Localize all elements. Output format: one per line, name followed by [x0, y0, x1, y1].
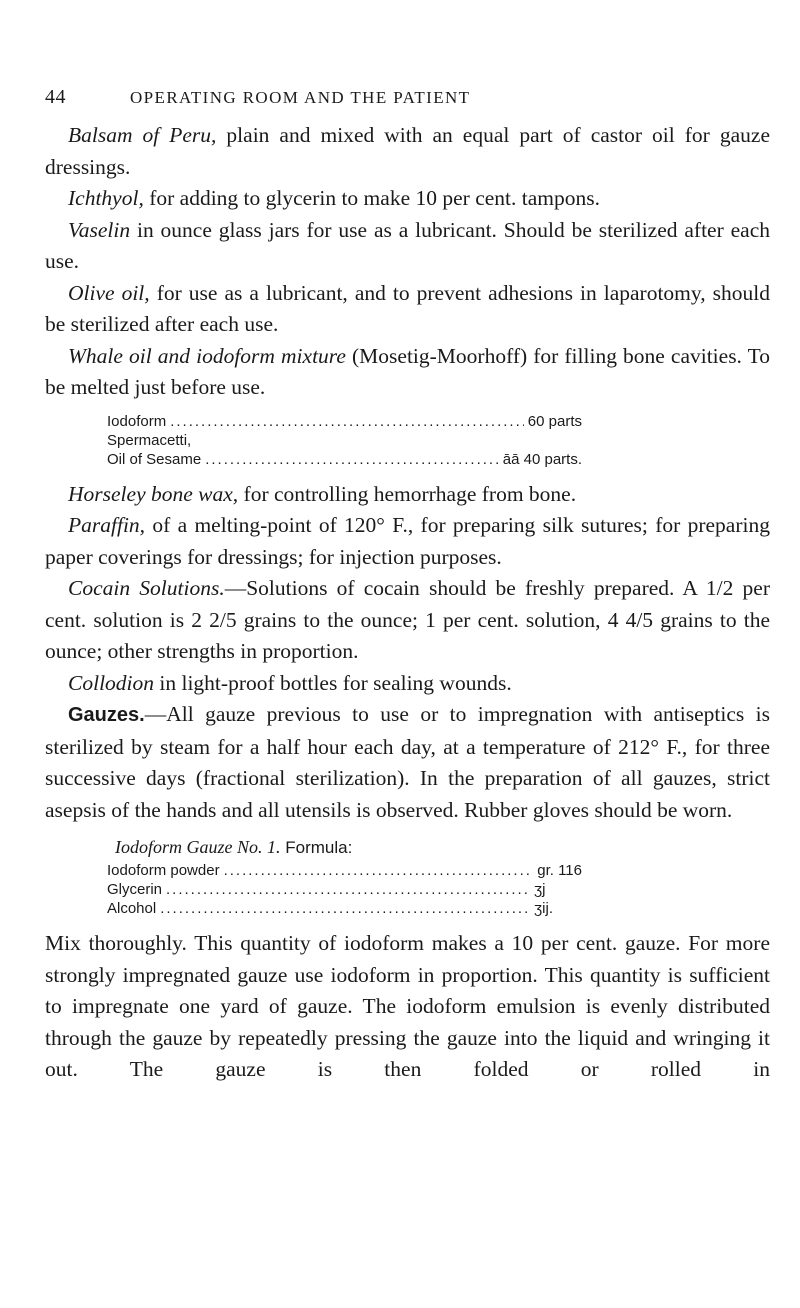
term-cocain: Cocain Solutions. — [68, 576, 225, 600]
formula-row — [107, 899, 582, 918]
term-ichthyol: Ichthyol, — [68, 186, 144, 210]
text-vaselin: in ounce glass jars for use as a lubricant. Should be sterilized after each use. — [45, 217, 770, 273]
formula-ingredient: Iodoform — [107, 412, 167, 430]
formula-amount: ʒj — [534, 881, 546, 898]
formula-ingredient: Glycerin — [107, 881, 163, 898]
paragraph-horseley-wax — [45, 479, 770, 511]
formula-amount: āā 40 parts. — [502, 450, 582, 468]
text-collodion: in light-proof bottles for sealing wounds. — [154, 670, 512, 695]
paragraph-whale-oil — [45, 341, 770, 404]
formula-row — [107, 880, 582, 899]
paragraph-balsam — [45, 120, 770, 183]
formula-amount: 60 parts — [527, 412, 582, 430]
leader-dots — [224, 861, 534, 880]
formula-ingredient: Iodoform powder — [107, 862, 220, 879]
term-horseley-wax: Horseley bone wax, — [68, 481, 239, 506]
page-header — [45, 86, 770, 110]
paragraph-ichthyol — [45, 183, 770, 215]
leader-dots — [160, 899, 530, 918]
formula-ingredient: Oil of Sesame — [107, 450, 202, 468]
formula-amount: ʒij. — [534, 900, 554, 917]
paragraph-vaselin — [45, 215, 770, 278]
formula-amount: gr. 116 — [537, 862, 582, 879]
text-whale-oil: (Mosetig-Moorhoff) for filling bone cavities. To be melted just before use. — [45, 343, 771, 399]
formula-title-italic: Iodoform Gauze No. 1. — [115, 837, 281, 857]
leader-dots — [205, 450, 499, 469]
term-vaselin: Vaselin — [68, 217, 131, 242]
paragraph-gauzes — [45, 699, 770, 826]
leader-dots — [170, 412, 524, 431]
term-gauzes: Gauzes. — [68, 704, 145, 726]
paragraph-collodion — [45, 668, 770, 700]
formula-row — [107, 412, 582, 431]
text-ichthyol: for adding to glycerin to make 10 per cent. tampons. — [143, 186, 600, 210]
text-paraffin: of a melting-point of 120° F., for preparing silk sutures; for preparing paper coverings for dressings; for injection purposes. — [45, 513, 770, 569]
paragraph-olive-oil — [45, 278, 770, 341]
term-whale-oil: Whale oil and iodoform mixture — [68, 343, 346, 368]
formula-ingredient: Spermacetti, — [107, 431, 192, 449]
term-paraffin: Paraffin, — [68, 513, 146, 537]
text-cocain: —Solutions of cocain should be freshly prepared. A 1/2 per cent. solution is 2 2/5 grains to the ounce; 1 per cent. solution, 4 4/5 grains to the ounce; other strengths in proportion. — [45, 576, 770, 663]
formula-ingredient: Alcohol — [107, 900, 157, 917]
page-number: 44 — [45, 86, 66, 108]
leader-dots — [166, 880, 530, 899]
paragraph-paraffin — [45, 510, 770, 573]
paragraph-mix: Mix thoroughly. This quantity of iodoform makes a 10 per cent. gauze. For more strongly impregnated gauze use iodoform in proportion. This quantity is sufficient to impregnate one yard of gauze. The iodoform emulsion is evenly distributed through the gauze by repeatedly pressing the gauze into the liquid and wringing it out. The gauze is then folded or rolled in — [45, 931, 770, 1081]
whale-oil-formula — [107, 412, 582, 469]
formula-title — [107, 836, 582, 859]
term-olive-oil: Olive oil, — [68, 280, 150, 305]
formula-row — [107, 861, 582, 880]
iodoform-gauze-formula — [107, 836, 582, 918]
paragraph-cocain — [45, 573, 770, 668]
formula-row — [107, 450, 582, 469]
text-gauzes: —All gauze previous to use or to impregnation with antiseptics is sterilized by steam for a half hour each day, at a temperature of 212° F., for three successive days (fractional sterilization). In the preparation of all gauzes, strict asepsis of the hands and all utensils is observed. Rubber gloves should be worn. — [45, 702, 770, 822]
page-body — [45, 120, 770, 1086]
running-title: OPERATING ROOM AND THE PATIENT — [130, 88, 471, 107]
term-balsam: Balsam of Peru, — [68, 123, 217, 147]
text-olive-oil: for use as a lubricant, and to prevent adhesions in laparotomy, should be sterilized after each use. — [45, 280, 770, 336]
text-horseley-wax: for controlling hemorrhage from bone. — [238, 481, 577, 506]
text-balsam: plain and mixed with an equal part of castor oil for gauze dressings. — [45, 123, 770, 179]
formula-title-rest: Formula: — [285, 838, 353, 857]
term-collodion: Collodion — [68, 670, 155, 695]
formula-row — [107, 431, 582, 450]
